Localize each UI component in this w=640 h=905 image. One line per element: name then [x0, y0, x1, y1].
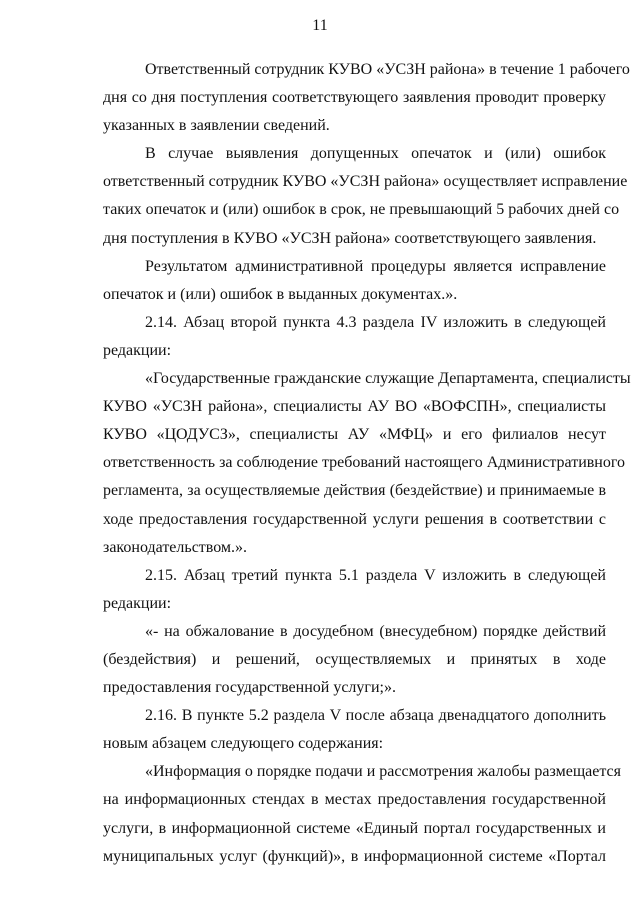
- text-line: Ответственный сотрудник КУВО «УСЗН района» в течение 1 рабочего: [145, 61, 630, 78]
- paragraph: [103, 309, 606, 365]
- text-line: (бездействия) и решений, осуществляемых и принятых в ходе: [103, 650, 606, 668]
- text-line: редакции:: [103, 341, 172, 359]
- paragraph: [103, 56, 630, 140]
- text-line: на информационных стендах в местах предоставления государственной: [103, 791, 606, 809]
- text-line: ответственность за соблюдение требований настоящего Административного: [103, 454, 626, 472]
- text-line: КУВО «УСЗН района», специалисты АУ ВО «ВОФСПН», специалисты: [103, 398, 606, 416]
- text-line: законодательством.».: [103, 538, 248, 556]
- paragraph: [103, 618, 606, 702]
- text-line: 2.16. В пункте 5.2 раздела V после абзаца двенадцатого дополнить: [145, 707, 606, 725]
- paragraph: [103, 140, 628, 252]
- text-line: 2.14. Абзац второй пункта 4.3 раздела IV изложить в следующей: [145, 313, 606, 331]
- document-body: [103, 56, 631, 871]
- text-line: дня поступления в КУВО «УСЗН района» соответствующего заявления.: [103, 229, 597, 247]
- paragraph: [103, 758, 622, 870]
- paragraph: [103, 562, 606, 618]
- text-line: «Государственные гражданские служащие Департамента, специалисты: [145, 370, 631, 388]
- text-line: указанных в заявлении сведений.: [103, 117, 330, 135]
- paragraph: [103, 702, 606, 758]
- text-line: регламента, за осуществляемые действия (бездействие) и принимаемые в: [103, 482, 606, 500]
- text-line: КУВО «ЦОДУСЗ», специалисты АУ «МФЦ» и его филиалов несут: [103, 426, 606, 444]
- text-line: дня со дня поступления соответствующего заявления проводит проверку: [103, 89, 606, 107]
- text-line: услуги, в информационной системе «Единый портал государственных и: [103, 819, 606, 837]
- text-line: предоставления государственной услуги;».: [103, 679, 396, 697]
- text-line: ответственный сотрудник КУВО «УСЗН района» осуществляет исправление: [103, 173, 628, 191]
- text-line: редакции:: [103, 594, 172, 612]
- text-line: «Информация о порядке подачи и рассмотрения жалобы размещается: [145, 763, 622, 781]
- text-line: Результатом административной процедуры является исправление: [145, 257, 606, 275]
- paragraph: [103, 253, 606, 309]
- text-line: В случае выявления допущенных опечаток и (или) ошибок: [145, 145, 606, 163]
- text-line: таких опечаток и (или) ошибок в срок, не превышающий 5 рабочих дней со: [103, 201, 620, 219]
- text-line: ходе предоставления государственной услуги решения в соответствии с: [103, 510, 606, 528]
- text-line: новым абзацем следующего содержания:: [103, 735, 384, 753]
- text-line: муниципальных услуг (функций)», в информационной системе «Портал: [103, 847, 606, 865]
- text-line: «- на обжалование в досудебном (внесудебном) порядке действий: [145, 622, 606, 640]
- paragraph: [103, 365, 631, 562]
- text-line: 2.15. Абзац третий пункта 5.1 раздела V изложить в следующей: [145, 566, 606, 584]
- text-line: опечаток и (или) ошибок в выданных документах.».: [103, 285, 458, 303]
- page-number: 11: [312, 17, 328, 34]
